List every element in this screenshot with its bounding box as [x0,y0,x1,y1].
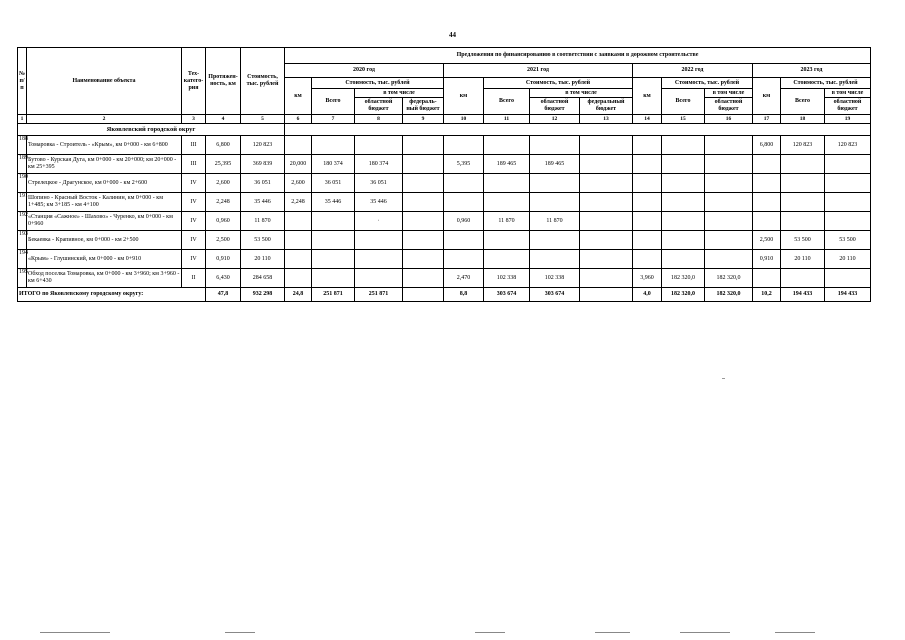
sum-2020: 36 051 [312,174,355,193]
length: 6,800 [206,136,241,155]
km-2021 [444,136,484,155]
regional-2022 [705,212,753,231]
sum-2023 [781,269,825,288]
category: IV [182,212,206,231]
km-2022 [633,231,662,250]
object-name: Стрелецкое - Драгунское, км 0+000 - км 2+600 [27,174,182,193]
length: 2,600 [206,174,241,193]
header-km-2022: км [633,78,662,115]
length: 2,248 [206,193,241,212]
object-name: «Станция «Сажное» - Шахово» - Чуренко, км 0+000 - км 0+960 [27,212,182,231]
object-name: Обход поселка Томаровка, км 0+000 - км 3+960; км 3+960 - км 6+430 [27,269,182,288]
regional-2021 [530,250,580,269]
sum-2020 [312,250,355,269]
header-including-2020 [355,89,444,115]
total-length: 47,8 [206,288,241,302]
total-label: ИТОГО по Яковлевскому городскому округу: [18,288,206,302]
total-sum-2023: 194 433 [781,288,825,302]
federal-2021 [580,269,633,288]
region-spacer [285,124,871,136]
including-label-2022: в том числе [705,89,752,98]
sum-2022 [662,212,705,231]
regional-2023: 20 110 [825,250,871,269]
regional-2021 [530,174,580,193]
km-2022 [633,193,662,212]
page-number: 44 [449,31,456,39]
cost: 369 839 [241,155,285,174]
including-label-2020: в том числе [355,89,443,98]
total-sum-2022: 182 320,0 [662,288,705,302]
regional-2020 [355,269,403,288]
km-2020 [285,269,312,288]
sum-2022 [662,136,705,155]
column-number: 10 [444,115,484,124]
total-federal-2020 [403,288,444,302]
sum-2023 [781,212,825,231]
km-2020 [285,212,312,231]
regional-2022 [705,155,753,174]
length: 25,395 [206,155,241,174]
km-2020 [285,250,312,269]
km-2020 [285,231,312,250]
category: IV [182,193,206,212]
edge-mark [40,632,110,633]
row-number: 194 [18,250,27,269]
row-number: 191 [18,193,27,212]
header-km-2023: км [753,78,781,115]
cost: 11 870 [241,212,285,231]
regional-2021: 102 338 [530,269,580,288]
table-row [18,174,871,193]
row-number: 189 [18,155,27,174]
header-km-2021: км [444,78,484,115]
sum-2022 [662,193,705,212]
regional-2022 [705,193,753,212]
header-regional-2021: областной бюджет [530,98,580,114]
regional-2023: 53 500 [825,231,871,250]
km-2020: 20,000 [285,155,312,174]
object-name: Бутово - Курская Дуга, км 0+000 - км 20+000; км 20+000 - км 25+395 [27,155,182,174]
total-regional-2020: 251 871 [355,288,403,302]
km-2021 [444,174,484,193]
header-total-2021: Всего [484,89,530,115]
column-number: 14 [633,115,662,124]
regional-2020 [355,136,403,155]
header-total-2023: Всего [781,89,825,115]
header-cost-2021: Стоимость, тыс. рублей [484,78,633,89]
category: IV [182,231,206,250]
regional-2021 [530,193,580,212]
scan-edge-marks [0,632,905,634]
km-2022: 3,960 [633,269,662,288]
column-number: 3 [182,115,206,124]
regional-2022 [705,250,753,269]
regional-2023 [825,174,871,193]
row-number: 190 [18,174,27,193]
total-row [18,288,871,302]
federal-2020 [403,174,444,193]
federal-2021 [580,136,633,155]
cost: 53 500 [241,231,285,250]
edge-mark [225,632,255,633]
header-name: Наименование объекта [27,48,182,115]
sum-2020 [312,231,355,250]
length: 6,430 [206,269,241,288]
header-length: Протяжен- ность, км [206,48,241,115]
including-label-2023: в том числе [825,89,870,98]
total-cost: 932 298 [241,288,285,302]
category: IV [182,174,206,193]
column-number: 5 [241,115,285,124]
table-row [18,136,871,155]
km-2023 [753,212,781,231]
km-2023 [753,174,781,193]
sum-2023 [781,174,825,193]
federal-2020 [403,250,444,269]
header-total-2022: Всего [662,89,705,115]
regional-2021: 189 465 [530,155,580,174]
header-proposals: Предложения по финансированию в соответствии с заявками в дорожном строительстве [285,48,871,64]
federal-2021 [580,212,633,231]
column-number: 16 [705,115,753,124]
total-regional-2023: 194 433 [825,288,871,302]
km-2020: 2,248 [285,193,312,212]
header-cost-2022: Стоимость, тыс. рублей [662,78,753,89]
category: IV [182,250,206,269]
cost: 20 110 [241,250,285,269]
sum-2021: 102 338 [484,269,530,288]
sum-2020 [312,269,355,288]
table-row [18,155,871,174]
federal-2020 [403,193,444,212]
column-number: 18 [781,115,825,124]
km-2023 [753,155,781,174]
km-2021 [444,231,484,250]
object-name: Бекаевка - Крапивное, км 0+000 - км 2+500 [27,231,182,250]
length: 0,960 [206,212,241,231]
total-km-2022: 4,0 [633,288,662,302]
total-regional-2022: 182 320,0 [705,288,753,302]
federal-2020 [403,231,444,250]
cost: 35 446 [241,193,285,212]
sum-2021 [484,174,530,193]
edge-mark [595,632,630,633]
edge-mark [475,632,505,633]
edge-mark [775,632,815,633]
column-number: 11 [484,115,530,124]
column-number: 9 [403,115,444,124]
length: 2,500 [206,231,241,250]
header-year-2022: 2022 год [633,64,753,78]
regional-2021: 11 870 [530,212,580,231]
object-name: «Крым» - Глушинский, км 0+000 - км 0+910 [27,250,182,269]
regional-2023 [825,193,871,212]
km-2021 [444,250,484,269]
regional-2020 [355,250,403,269]
object-name: Томаровка - Строитель - «Крым», км 0+000 - км 6+800 [27,136,182,155]
km-2022 [633,155,662,174]
scan-speck [722,378,725,379]
federal-2020 [403,155,444,174]
regional-2023 [825,212,871,231]
total-sum-2021: 303 674 [484,288,530,302]
table-row [18,269,871,288]
km-2021 [444,193,484,212]
federal-2020 [403,212,444,231]
federal-2021 [580,250,633,269]
header-category: Тех- катего- рия [182,48,206,115]
column-number: 19 [825,115,871,124]
sum-2021 [484,193,530,212]
header-federal-2020: федераль- ный бюджет [406,99,440,112]
regional-2020 [355,231,403,250]
category: III [182,155,206,174]
column-number: 4 [206,115,241,124]
row-number: 192 [18,212,27,231]
cost: 284 658 [241,269,285,288]
sum-2020: 180 374 [312,155,355,174]
km-2023: 0,910 [753,250,781,269]
row-number: 193 [18,231,27,250]
regional-2022 [705,174,753,193]
total-federal-2021 [580,288,633,302]
financing-table [17,47,871,302]
header-no: № п/п [18,48,27,115]
km-2023 [753,269,781,288]
data-rows [18,136,871,288]
total-sum-2020: 251 871 [312,288,355,302]
km-2022 [633,136,662,155]
table-row [18,212,871,231]
header-cost: Стоимость, тыс. рублей [241,48,285,115]
header-year-2021: 2021 год [444,64,633,78]
category: II [182,269,206,288]
federal-2021 [580,174,633,193]
row-number: 195 [18,269,27,288]
sum-2022 [662,174,705,193]
total-km-2021: 8,8 [444,288,484,302]
regional-2022 [705,231,753,250]
column-number: 1 [18,115,27,124]
km-2020: 2,600 [285,174,312,193]
sum-2021: 11 870 [484,212,530,231]
including-label-2021: в том числе [530,89,632,98]
header-cost-2023: Стоимость, тыс. рублей [781,78,871,89]
sum-2022 [662,231,705,250]
regional-2021 [530,231,580,250]
sum-2021: 189 465 [484,155,530,174]
federal-2020 [403,269,444,288]
sum-2021 [484,136,530,155]
column-number: 7 [312,115,355,124]
regional-2020: · [355,212,403,231]
sum-2021 [484,250,530,269]
regional-2021 [530,136,580,155]
sum-2023: 20 110 [781,250,825,269]
regional-2020: 36 051 [355,174,403,193]
regional-2020: 35 446 [355,193,403,212]
sum-2023: 53 500 [781,231,825,250]
km-2022 [633,174,662,193]
km-2020 [285,136,312,155]
regional-2023: 120 823 [825,136,871,155]
regional-2023 [825,269,871,288]
header-total-2020: Всего [312,89,355,115]
column-number: 15 [662,115,705,124]
federal-2021 [580,231,633,250]
sum-2022 [662,250,705,269]
header-cost-2020: Стоимость, тыс. рублей [312,78,444,89]
sum-2023 [781,155,825,174]
table-row [18,193,871,212]
row-number: 188 [18,136,27,155]
federal-2021 [580,193,633,212]
regional-2023 [825,155,871,174]
sum-2020: 35 446 [312,193,355,212]
km-2023 [753,193,781,212]
km-2023: 2,500 [753,231,781,250]
column-number: 12 [530,115,580,124]
table-row [18,231,871,250]
federal-2020 [403,136,444,155]
sum-2021 [484,231,530,250]
header-federal-2021: федеральный бюджет [587,99,625,112]
header-including-2023 [825,89,871,115]
sum-2022 [662,155,705,174]
header-including-2022 [705,89,753,115]
total-km-2020: 24,8 [285,288,312,302]
column-number: 2 [27,115,182,124]
table-row [18,250,871,269]
column-number: 8 [355,115,403,124]
km-2021: 2,470 [444,269,484,288]
cost: 120 823 [241,136,285,155]
regional-2020: 180 374 [355,155,403,174]
header-km-2020: км [285,78,312,115]
header-regional-2020: областной бюджет [355,98,403,114]
length: 0,910 [206,250,241,269]
km-2023: 6,800 [753,136,781,155]
region-row [18,124,871,136]
regional-2022: 182 320,0 [705,269,753,288]
header-year-2023: 2023 год [753,64,871,78]
km-2021: 5,395 [444,155,484,174]
header-year-2020: 2020 год [285,64,444,78]
edge-mark [680,632,730,633]
column-number: 17 [753,115,781,124]
sum-2020 [312,136,355,155]
total-km-2023: 10,2 [753,288,781,302]
object-name: Шопино - Красный Восток - Калинин, км 0+000 - км 1+485; км 3+185 - км 4+100 [27,193,182,212]
header-including-2021 [530,89,633,115]
header-regional-2023: областной бюджет [833,99,862,112]
cost: 36 051 [241,174,285,193]
sum-2023 [781,193,825,212]
federal-2021 [580,155,633,174]
sum-2022: 182 320,0 [662,269,705,288]
total-regional-2021: 303 674 [530,288,580,302]
sum-2020 [312,212,355,231]
region-name: Яковлевский городской округ [18,124,285,136]
regional-2022 [705,136,753,155]
column-number: 13 [580,115,633,124]
km-2022 [633,212,662,231]
column-number: 6 [285,115,312,124]
km-2022 [633,250,662,269]
sum-2023: 120 823 [781,136,825,155]
header-regional-2022: областной бюджет [714,99,743,112]
category: III [182,136,206,155]
column-numbers-row [18,115,871,124]
km-2021: 0,960 [444,212,484,231]
